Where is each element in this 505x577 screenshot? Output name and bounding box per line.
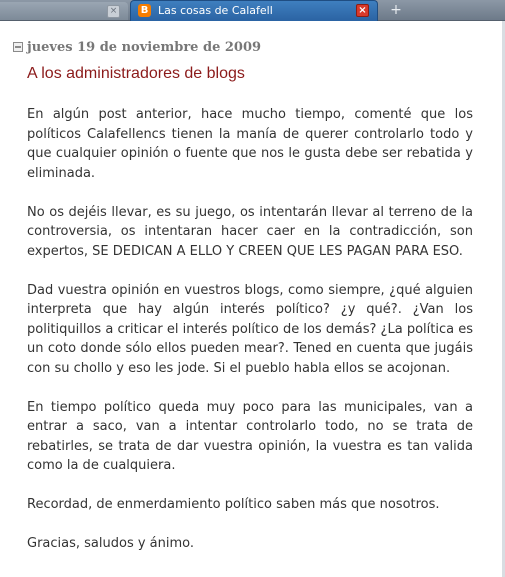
- inactive-tab[interactable]: [0, 2, 128, 20]
- post-paragraph: Gracias, saludos y ánimo.: [27, 536, 195, 551]
- new-tab-icon[interactable]: +: [390, 2, 402, 18]
- active-tab-title: Las cosas de Calafell: [158, 4, 273, 17]
- post-date-header: [13, 37, 261, 56]
- post-date: jueves 19 de noviembre de 2009: [27, 40, 262, 55]
- browser-tab-strip: [0, 0, 505, 21]
- close-tab-icon[interactable]: ×: [356, 4, 369, 17]
- post-paragraph: En algún post anterior, hace mucho tiempo, comenté que los políticos Calafellencs tienen la manía de querer controlarlo todo y que cualquier opinión o fuente que nos le gusta debe ser rebatida y eliminada.: [27, 107, 473, 181]
- post-body: [27, 105, 473, 554]
- post-paragraph: En tiempo político queda muy poco para las municipales, van a entrar a saco, van a intentar controlarlo todo, no se trata de rebatirles, se trata de dar vuestra opinión, la vuestra es tan valida como la de cualquiera.: [27, 399, 473, 473]
- blogger-favicon-icon: B: [138, 4, 151, 17]
- post-paragraph: Dad vuestra opinión en vuestros blogs, como siempre, ¿qué alguien interpreta que hay algún interés político? ¿y qué?. ¿Van los politiquillos a criticar el interés político de los demás? ¿La política es un coto donde sólo ellos pueden mear?. Tened en cuenta que jugáis con su chollo y eso les jode. Si el pueblo habla ellos se acojonan.: [27, 282, 473, 376]
- collapse-icon[interactable]: [13, 42, 23, 52]
- post-paragraph: No os dejéis llevar, es su juego, os intentarán llevar al terreno de la controversia, os intentaran hacer caer en la contradicción, son expertos, SE DEDICAN A ELLO Y CREEN QUE LES PAGAN PARA ESO.: [27, 204, 473, 259]
- post-paragraph: Recordad, de enmerdamiento político saben más que nosotros.: [27, 497, 440, 512]
- post-title[interactable]: A los administradores de blogs: [27, 65, 245, 82]
- inactive-tab-close-icon[interactable]: ×: [107, 5, 120, 18]
- active-tab[interactable]: [130, 0, 378, 21]
